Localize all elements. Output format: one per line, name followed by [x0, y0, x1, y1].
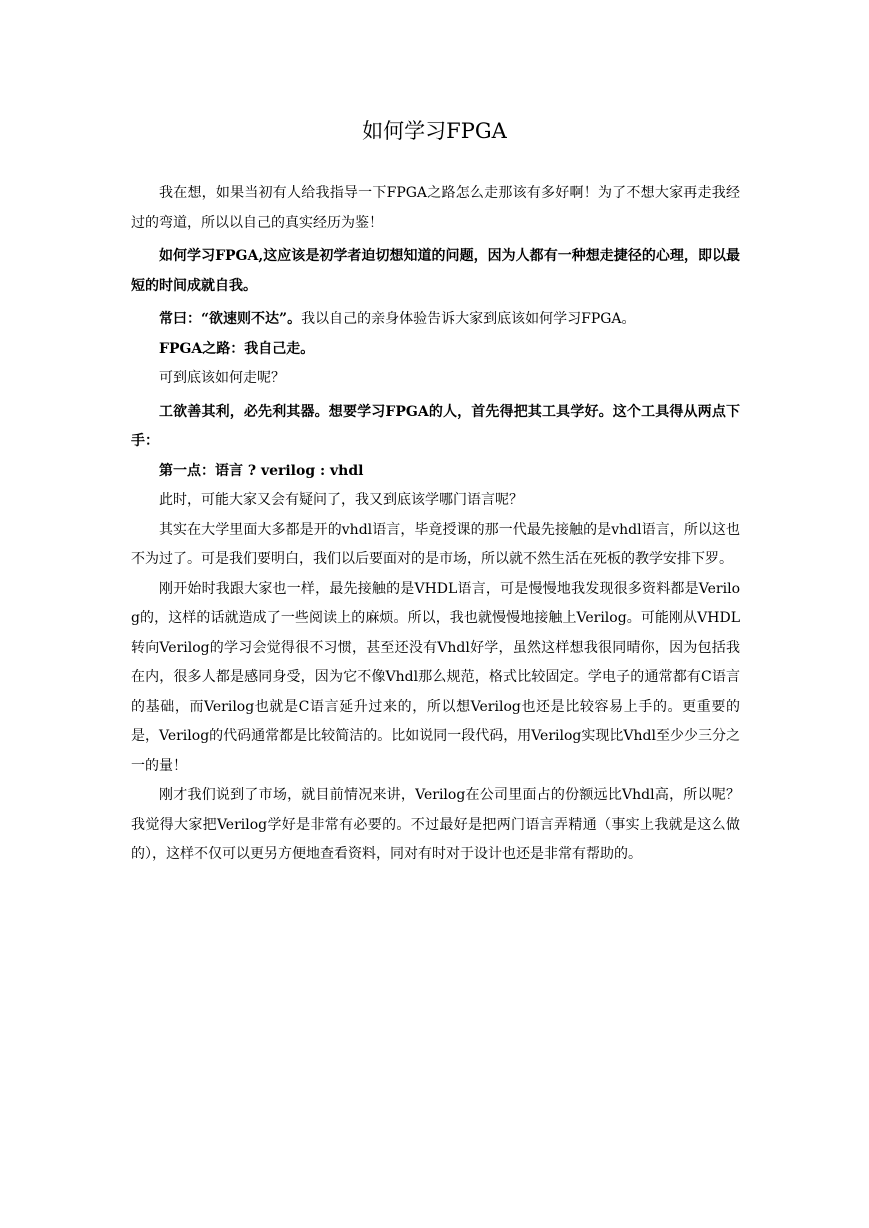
- paragraph-market: 刚才我们说到了市场，就目前情况来讲，Verilog在公司里面占的份额远比Vhdl高，所以呢？我觉得大家把Verilog学好是非常有必要的。不过最好是把两门语言弄精通（事实上我就是这么做的），这样不仅可以更另方便地查看资料，同对有时对于设计也还是非常有帮助的。: [131, 787, 740, 862]
- paragraph-how-to-learn: 如何学习FPGA,这应该是初学者迫切想知道的问题，因为人都有一种想走捷径的心理，即以最短的时间成就自我。: [131, 248, 740, 294]
- paragraph-verilog-experience: 刚开始时我跟大家也一样，最先接触的是VHDL语言，可是慢慢地我发现很多资料都是Verilog的，这样的话就造成了一些阅读上的麻烦。所以，我也就慢慢地接触上Verilog。可能刚从VHDL转向Verilog的学习会觉得很不习惯，甚至还没有Vhdl好学，虽然这样想我很同晴你，因为包括我在内，很多人都是感同身受，因为它不像Vhdl那么规范，格式比较固定。学电子的通常都有C语言的基础，而Verilog也就是C语言延升过来的，所以想Verilog也还是比较容易上手的。更重要的是，Verilog的代码通常都是比较简洁的。比如说同一段代码，用Verilog实现比Vhdl至少少三分之一的量！: [131, 580, 740, 774]
- proverb-text: 我以自己的亲身体验告诉大家到底该如何学习FPGA。: [301, 311, 636, 327]
- paragraph-proverb: [131, 305, 740, 335]
- paragraph-which-language: 此时，可能大家又会有疑问了，我又到底该学哪门语言呢？: [159, 492, 523, 508]
- document-title: 如何学习FPGA: [362, 119, 507, 143]
- paragraph-question: 可到底该如何走呢？: [159, 370, 285, 386]
- paragraph-point-one: 第一点：语言 ? verilog : vhdl: [159, 462, 364, 479]
- paragraph-intro: 我在想，如果当初有人给我指导一下FPGA之路怎么走那该有多好啊！为了不想大家再走我经过的弯道，所以以自己的真实经历为鉴！: [131, 185, 740, 231]
- paragraph-fpga-road: FPGA之路：我自己走。: [159, 340, 315, 357]
- paragraph-university-vhdl: 其实在大学里面大多都是开的vhdl语言，毕竟授课的那一代最先接触的是vhdl语言，所以这也不为过了。可是我们要明白，我们以后要面对的是市场，所以就不然生活在死板的教学安排下罗。: [131, 521, 740, 567]
- paragraph-tools: 工欲善其利，必先利其器。想要学习FPGA的人，首先得把其工具学好。这个工具得从两点下手：: [131, 403, 740, 449]
- proverb-bold-text: 常曰：“欲速则不达”。: [159, 311, 302, 327]
- document-body: [131, 179, 740, 870]
